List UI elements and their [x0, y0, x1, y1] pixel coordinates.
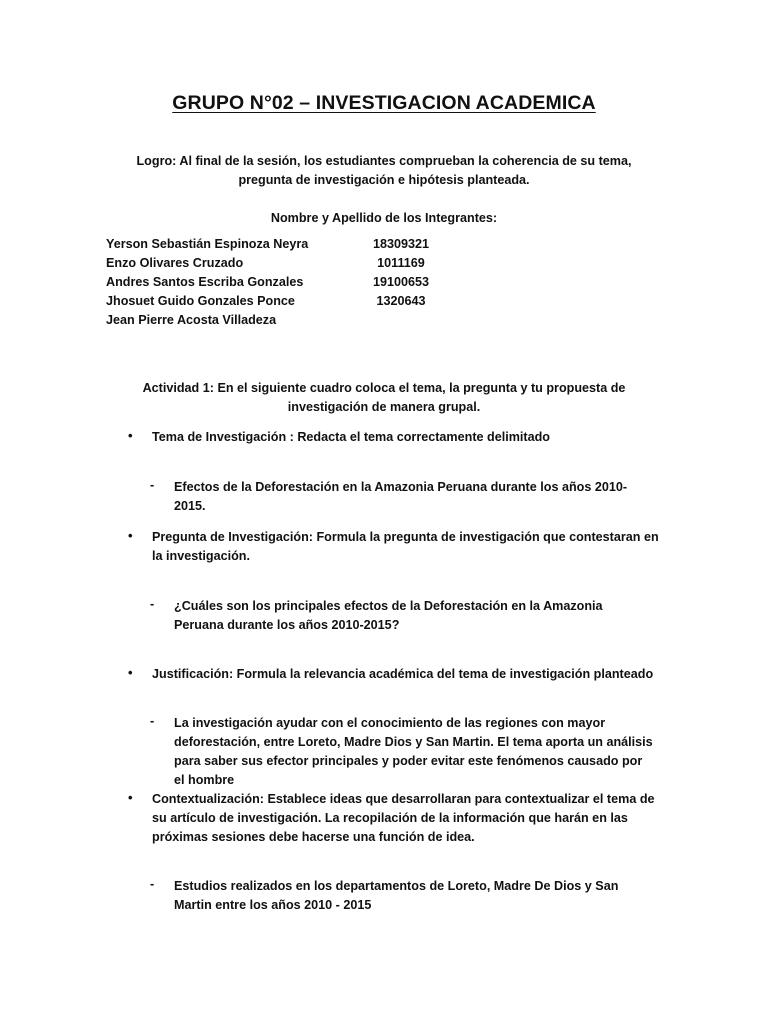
- bullet-icon: •: [128, 790, 133, 805]
- member-row: [106, 313, 526, 332]
- members-heading: Nombre y Apellido de los Integrantes:: [270, 211, 498, 225]
- section-answer-justificacion: La investigación ayudar con el conocimiento de las regiones con mayor deforestación, entre Loreto, Madre Dios y San Martin. El tema aporta un análisis para saber sus efector principales y poder evitar este fenómenos causado por el hombre: [174, 716, 653, 787]
- section-answer-tema: Efectos de la Deforestación en la Amazonia Peruana durante los años 2010-2015.: [174, 480, 628, 513]
- bullet-icon: •: [128, 528, 133, 543]
- member-code: 1320643: [376, 294, 426, 308]
- member-row: [106, 275, 526, 294]
- member-row: [106, 294, 526, 313]
- actividad-paragraph: Actividad 1: En el siguiente cuadro coloca el tema, la pregunta y tu propuesta de investigación de manera grupal.: [142, 381, 626, 414]
- member-code: 19100653: [372, 275, 430, 289]
- bullet-icon: •: [128, 665, 133, 680]
- section-answer-pregunta: ¿Cuáles son los principales efectos de la Deforestación en la Amazonia Peruana durante los años 2010-2015?: [174, 599, 603, 632]
- member-code: 1011169: [377, 256, 425, 270]
- document-title: GRUPO N°02 – INVESTIGACION ACADEMICA: [172, 92, 596, 114]
- section-heading-justificacion: Justificación: Formula la relevancia académica del tema de investigación planteado: [152, 667, 654, 681]
- member-name: Yerson Sebastián Espinoza Neyra: [106, 237, 309, 251]
- dash-icon: -: [150, 877, 155, 891]
- member-name: Jean Pierre Acosta Villadeza: [106, 313, 277, 327]
- section-heading-tema: Tema de Investigación : Redacta el tema correctamente delimitado: [152, 430, 551, 444]
- member-row: [106, 256, 526, 275]
- member-code: 18309321: [372, 237, 430, 251]
- dash-icon: -: [150, 597, 155, 611]
- logro-paragraph: Logro: Al final de la sesión, los estudiantes comprueban la coherencia de su tema, pregunta de investigación e hipótesis planteada.: [136, 154, 632, 187]
- member-name: Andres Santos Escriba Gonzales: [106, 275, 304, 289]
- section-heading-contextualizacion: Contextualización: Establece ideas que desarrollaran para contextualizar el tema de su artículo de investigación. La recopilación de la información que harán en las próximas sesiones debe hacerse una función de idea.: [152, 792, 655, 844]
- bullet-icon: •: [128, 428, 133, 443]
- member-name: Enzo Olivares Cruzado: [106, 256, 244, 270]
- dash-icon: -: [150, 714, 155, 728]
- section-answer-contextualizacion: Estudios realizados en los departamentos de Loreto, Madre De Dios y San Martin entre los años 2010 - 2015: [174, 879, 619, 912]
- member-row: [106, 237, 526, 256]
- section-heading-pregunta: Pregunta de Investigación: Formula la pregunta de investigación que contestaran en la investigación.: [152, 530, 659, 563]
- member-name: Jhosuet Guido Gonzales Ponce: [106, 294, 295, 308]
- dash-icon: -: [150, 478, 155, 492]
